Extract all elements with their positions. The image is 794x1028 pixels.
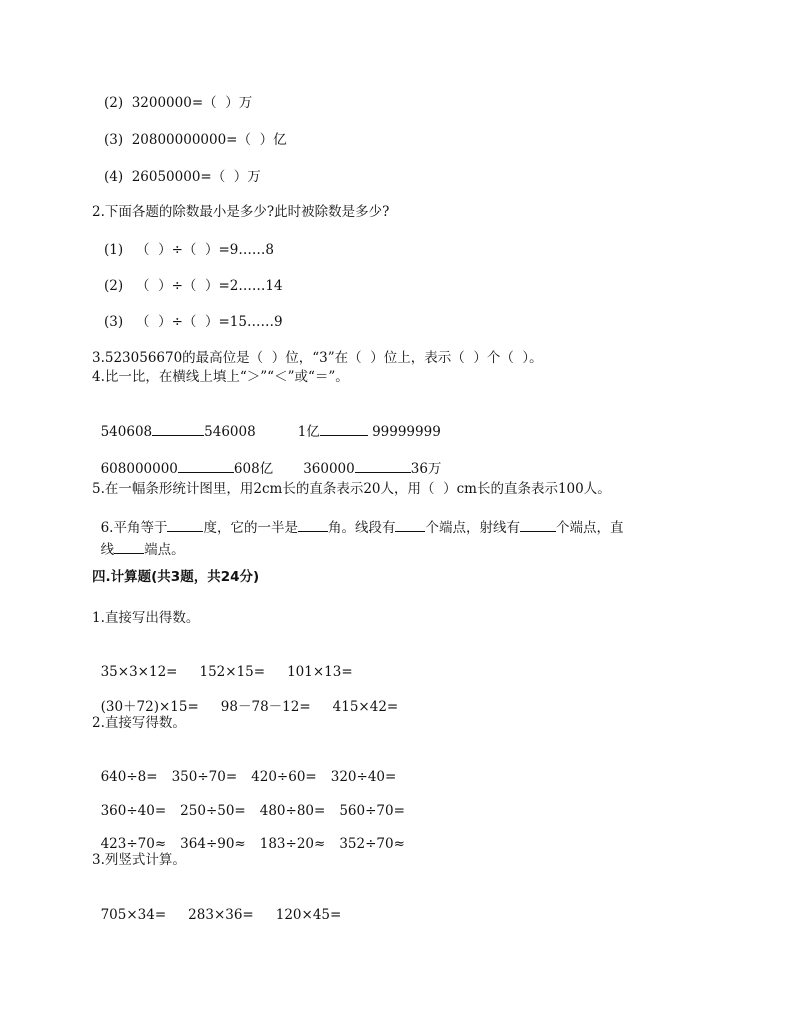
answer-blank[interactable] (395, 519, 425, 532)
calc1-row-1 (92, 645, 353, 681)
calc2-row-1 (92, 750, 396, 786)
calc2-row-3 (92, 817, 405, 853)
section-title: 四.计算题(共3题，共24分) (92, 569, 260, 585)
q6-text: 线 (100, 542, 115, 558)
compare-right: 546008 (204, 424, 256, 440)
q4-row-1 (92, 405, 441, 441)
q1-item-4: (4) 26050000=（ ）万 (104, 169, 261, 185)
compare-left: 608000000 (100, 461, 178, 477)
calc-item: 360÷40= (100, 803, 167, 819)
calc-item: 352÷70≈ (339, 836, 405, 852)
answer-blank[interactable] (178, 460, 234, 473)
calc3-title: 3.列竖式计算。 (92, 852, 186, 868)
q4-row-2 (92, 442, 441, 478)
q1-item-3: (3) 20800000000=（ ）亿 (104, 132, 287, 148)
calc-item: 250÷50= (180, 803, 246, 819)
calc-item: 480÷80= (259, 803, 326, 819)
calc-item: 320÷40= (330, 769, 397, 785)
q6-text: 端点。 (144, 542, 185, 558)
compare-right: 99999999 (367, 424, 441, 440)
answer-blank[interactable] (355, 460, 411, 473)
calc-item: 560÷70= (339, 803, 405, 819)
q5-text: 5.在一幅条形统计图里，用2cm长的直条表示20人，用（ ）cm长的直条表示100人。 (92, 481, 611, 497)
q1-item-2: (2) 3200000=（ ）万 (104, 95, 253, 111)
q4-title: 4.比一比，在横线上填上“＞”“＜”或“＝”。 (92, 369, 349, 385)
calc1-title: 1.直接写出得数。 (92, 610, 200, 626)
calc-item: 640÷8= (100, 769, 158, 785)
calc-item: 350÷70= (171, 769, 238, 785)
calc-item: 35×3×12= (100, 664, 178, 680)
q2-item-2: (2) （ ）÷（ ）=2……14 (104, 278, 283, 294)
q6-text: 6.平角等于 (100, 520, 168, 536)
q2-title: 2.下面各题的除数最小是多少?此时被除数是多少? (92, 204, 390, 220)
q3-text: 3.523056670的最高位是（ ）位，“3”在（ ）位上，表示（ ）个（ ）。 (92, 350, 543, 366)
answer-blank[interactable] (298, 519, 328, 532)
compare-left: 1亿 (297, 424, 320, 440)
q6-text: 度，它的一半是 (203, 520, 298, 536)
q6-text: 角。线段有 (327, 520, 396, 536)
calc-item: 423÷70≈ (100, 836, 167, 852)
calc-item: 415×42= (332, 699, 399, 715)
calc-item: 101×13= (287, 664, 353, 680)
calc-item: 420÷60= (251, 769, 317, 785)
calc1-row-2 (92, 680, 398, 716)
calc-item: 364÷90≈ (180, 836, 246, 852)
calc3-row-1 (92, 888, 341, 924)
calc-item: (30＋72)×15= (100, 699, 199, 715)
q6-text: 个端点，射线有 (425, 520, 520, 536)
answer-blank[interactable] (520, 519, 556, 532)
q6-line-2 (92, 523, 185, 559)
compare-left: 540608 (100, 424, 153, 440)
calc-item: 283×36= (188, 907, 254, 923)
answer-blank[interactable] (320, 423, 368, 436)
calc2-row-2 (92, 784, 405, 820)
answer-blank[interactable] (152, 423, 204, 436)
q2-item-3: (3) （ ）÷（ ）=15……9 (104, 314, 283, 330)
compare-right: 608亿 (233, 461, 274, 477)
q2-item-1: (1) （ ）÷（ ）=9……8 (104, 242, 274, 258)
calc2-title: 2.直接写得数。 (92, 715, 186, 731)
compare-right: 36万 (410, 461, 442, 477)
q6-text: 个端点，直 (555, 520, 624, 536)
compare-left: 360000 (303, 461, 355, 477)
calc-item: 705×34= (100, 907, 167, 923)
answer-blank[interactable] (114, 541, 144, 554)
calc-item: 152×15= (199, 664, 266, 680)
calc-item: 183÷20≈ (259, 836, 326, 852)
calc-item: 120×45= (275, 907, 342, 923)
calc-item: 98－78－12= (220, 699, 311, 715)
